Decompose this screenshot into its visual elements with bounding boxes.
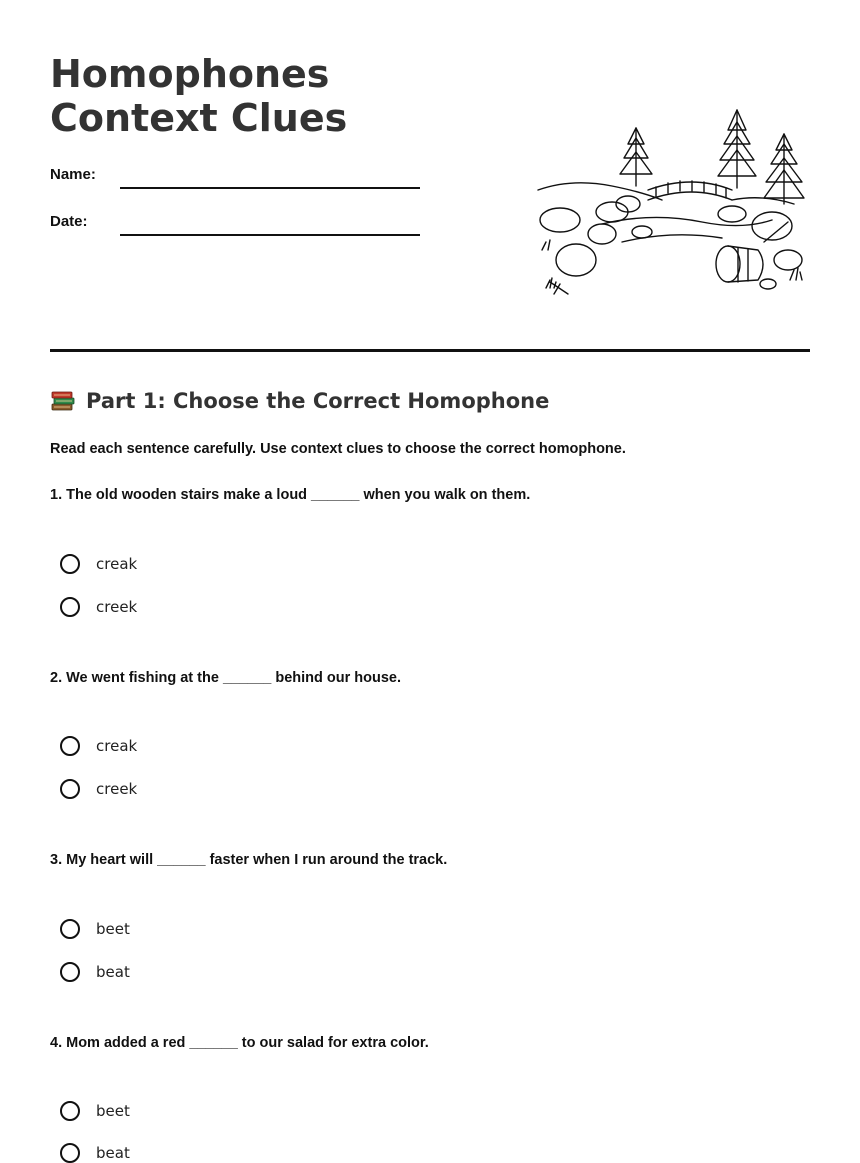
date-label: Date: (50, 213, 88, 230)
section-divider (50, 349, 810, 352)
radio-button[interactable] (60, 554, 80, 574)
part-heading (50, 388, 549, 414)
radio-button[interactable] (60, 962, 80, 982)
name-field[interactable] (120, 187, 420, 189)
pine-tree-left (620, 128, 652, 186)
name-label: Name: (50, 166, 96, 183)
option-label: beet (96, 920, 130, 938)
instructions: Read each sentence carefully. Use context clues to choose the correct homophone. (50, 441, 626, 457)
radio-button[interactable] (60, 597, 80, 617)
option-q1-b[interactable] (60, 597, 137, 617)
radio-button[interactable] (60, 919, 80, 939)
bridge (648, 181, 732, 200)
option-label: creak (96, 555, 138, 573)
radio-button[interactable] (60, 779, 80, 799)
books-icon (50, 388, 76, 414)
option-label: beat (96, 963, 130, 981)
option-q2-b[interactable] (60, 779, 137, 799)
option-q4-b[interactable] (60, 1143, 130, 1163)
option-label: beet (96, 1102, 130, 1120)
forest-creek-illustration (532, 104, 810, 300)
option-q2-a[interactable] (60, 736, 137, 756)
question-text: 4. Mom added a red ______ to our salad for extra color. (50, 1035, 429, 1051)
option-label: creak (96, 737, 138, 755)
pine-tree-right (764, 134, 804, 204)
question-text: 1. The old wooden stairs make a loud ______ when you walk on them. (50, 487, 531, 503)
radio-button[interactable] (60, 1101, 80, 1121)
question-text: 2. We went fishing at the ______ behind our house. (50, 670, 402, 686)
radio-button[interactable] (60, 736, 80, 756)
radio-button[interactable] (60, 1143, 80, 1163)
option-q3-a[interactable] (60, 919, 130, 939)
pine-tree-middle (718, 110, 756, 188)
option-label: beat (96, 1144, 130, 1162)
option-label: creek (96, 598, 138, 616)
part-heading-text: Part 1: Choose the Correct Homophone (86, 389, 550, 413)
option-q3-b[interactable] (60, 962, 130, 982)
question-text: 3. My heart will ______ faster when I run around the track. (50, 852, 448, 868)
option-q1-a[interactable] (60, 554, 137, 574)
option-label: creek (96, 780, 138, 798)
barrel (716, 222, 788, 282)
date-field[interactable] (120, 234, 420, 236)
option-q4-a[interactable] (60, 1101, 130, 1121)
page-title: Homophones Context Clues (50, 52, 348, 140)
